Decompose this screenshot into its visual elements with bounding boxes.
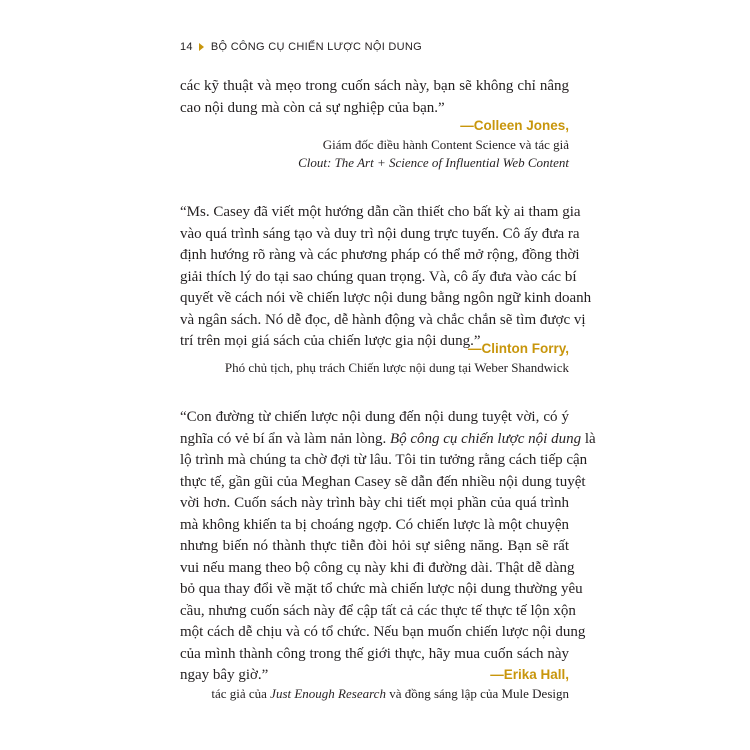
quote-1-author: —Colleen Jones,	[460, 118, 569, 133]
quote-line: và ngân sách. Nó dễ đọc, dễ hành động và chắc chắn sẽ tìm được vị	[180, 311, 586, 328]
quote-line: một cách dễ chịu và có tổ chức. Nếu bạn muốn chiến lược nội dung	[180, 624, 586, 640]
quote-line: bỏ qua thay đổi về mặt tổ chức mà chiến lược nội dung thường yêu	[180, 581, 583, 597]
quote-line: vào quá trình sáng tạo và duy trì nội dung trực tuyến. Cô ấy đưa ra	[180, 225, 580, 242]
quote-3-author: —Erika Hall,	[490, 667, 569, 682]
running-header	[180, 41, 422, 53]
quote-3-text	[180, 407, 596, 687]
role-text-fragment: tác giả của	[211, 686, 271, 701]
quote-line: các kỹ thuật và mẹo trong cuốn sách này, bạn sẽ không chỉ nâng	[180, 78, 569, 94]
quote-line: vời hơn. Cuốn sách này trình bày chi tiết mọi phần của quá trình	[180, 495, 569, 511]
quote-line: cầu, nhưng cuốn sách này để cập tất cả các thực tế thực tế lộn xộn	[180, 602, 576, 619]
quote-line: cao nội dung mà còn cả sự nghiệp của bạn.”	[180, 99, 445, 116]
book-title-italic: Bộ công cụ chiến lược nội dung	[389, 430, 582, 447]
quote-2-author: —Clinton Forry,	[468, 341, 569, 356]
triangle-bullet-icon	[199, 43, 204, 51]
running-title: BỘ CÔNG CỤ CHIẾN LƯỢC NỘI DUNG	[210, 41, 423, 53]
quote-1-book-title: Clout: The Art + Science of Influential Web Content	[298, 155, 569, 170]
quote-line: giải thích lý do tại sao chúng quan trọng. Và, cô ấy đưa vào các bí	[180, 268, 577, 285]
quote-line: quyết về cách nói về chiến lược nội dung bằng ngôn ngữ kinh doanh	[180, 290, 592, 306]
quote-line-with-title	[180, 429, 596, 451]
quote-1-author-role: Giám đốc điều hành Content Science và tác giả	[322, 137, 569, 152]
quote-2-author-role: Phó chủ tịch, phụ trách Chiến lược nội dung tại Weber Shandwick	[224, 360, 569, 375]
quote-line: mà không khiến ta bị choáng ngợp. Có chiến lược là một chuyện	[180, 516, 569, 533]
quote-line: lộ trình mà chúng ta chờ đợi từ lâu. Tôi tin tưởng rằng cách tiếp cận	[180, 452, 588, 468]
quote-line: thực tế, gần gũi của Meghan Casey sẽ dẫn đến nhiều nội dung tuyệt	[180, 473, 586, 490]
page-number: 14	[180, 41, 193, 53]
quote-line: trí trên mọi giá sách của chiến lược gia nội dung.”	[180, 333, 481, 349]
quote-line: “Ms. Casey đã viết một hướng dẫn cần thiết cho bất kỳ ai tham gia	[180, 204, 581, 220]
quote-text-fragment: nghĩa có vẻ bí ẩn và làm nản lòng.	[180, 430, 390, 447]
quote-2-text	[180, 202, 592, 353]
quote-line: “Con đường từ chiến lược nội dung đến nội dung tuyệt vời, có ý	[180, 409, 569, 425]
quote-line: nhưng biến nó thành thực tiễn đòi hỏi sự siêng năng. Bạn sẽ rất	[180, 538, 569, 554]
quote-line: định hướng rõ ràng và các phương pháp có thể mở rộng, đồng thời	[180, 247, 580, 263]
quote-text-fragment: là	[581, 430, 596, 447]
quote-1-text	[180, 76, 569, 119]
book-title-italic: Just Enough Research	[270, 686, 386, 701]
role-text-fragment: và đồng sáng lập của Mule Design	[385, 686, 569, 701]
quote-line: vui nếu mang theo bộ công cụ này khi đi đường dài. Thật dễ dàng	[180, 559, 575, 576]
quote-3-author-role	[211, 685, 569, 703]
quote-line: của mình thành công trong thế giới thực, hãy mua cuốn sách này	[180, 645, 569, 662]
quote-line: ngay bây giờ.”	[180, 667, 269, 683]
